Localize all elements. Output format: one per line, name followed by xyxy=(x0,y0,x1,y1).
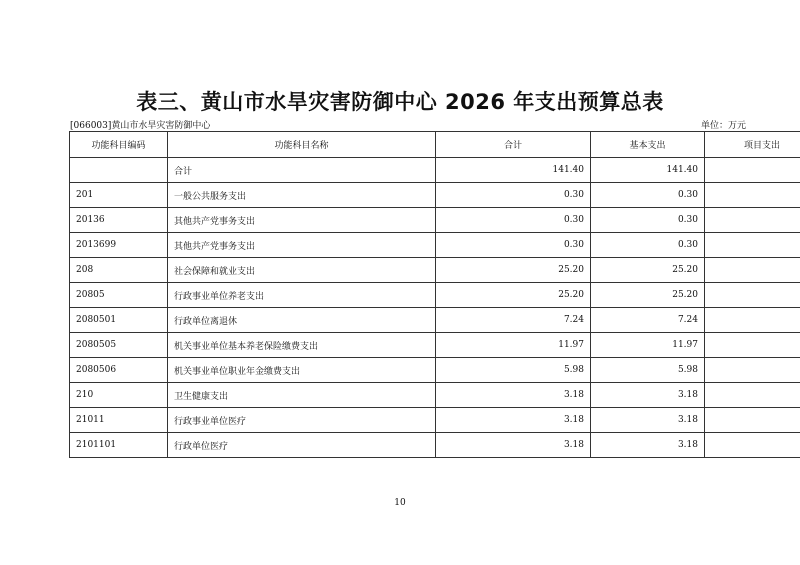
unit-label: 单位：万元 xyxy=(700,121,746,131)
cell-project xyxy=(705,233,800,258)
table-row xyxy=(70,408,800,433)
table-row xyxy=(70,308,800,333)
table-row xyxy=(70,283,800,308)
cell-project xyxy=(705,283,800,308)
cell-name: 一般公共服务支出 xyxy=(168,183,436,208)
cell-name: 行政事业单位养老支出 xyxy=(168,283,436,308)
cell-project xyxy=(705,408,800,433)
cell-total: 3.18 xyxy=(436,408,591,433)
table-row xyxy=(70,258,800,283)
cell-total: 5.98 xyxy=(436,358,591,383)
header-basic: 基本支出 xyxy=(591,132,705,158)
cell-code: 20136 xyxy=(70,208,168,233)
header-name: 功能科目名称 xyxy=(168,132,436,158)
table-row xyxy=(70,333,800,358)
page-title: 表三、黄山市水旱灾害防御中心 2026 年支出预算总表 xyxy=(136,90,664,114)
meta-row xyxy=(70,118,746,131)
cell-project xyxy=(705,358,800,383)
cell-code: 2013699 xyxy=(70,233,168,258)
cell-project xyxy=(705,333,800,358)
cell-name: 行政单位医疗 xyxy=(168,433,436,458)
cell-project xyxy=(705,258,800,283)
cell-code: 208 xyxy=(70,258,168,283)
cell-code: 2101101 xyxy=(70,433,168,458)
cell-name: 机关事业单位基本养老保险缴费支出 xyxy=(168,333,436,358)
cell-total: 25.20 xyxy=(436,283,591,308)
cell-basic: 141.40 xyxy=(591,158,705,183)
cell-name: 行政单位离退休 xyxy=(168,308,436,333)
cell-project xyxy=(705,183,800,208)
page-number: 10 xyxy=(394,498,406,508)
cell-basic: 11.97 xyxy=(591,333,705,358)
cell-code: 20805 xyxy=(70,283,168,308)
header-total: 合计 xyxy=(436,132,591,158)
cell-project xyxy=(705,433,800,458)
cell-basic: 25.20 xyxy=(591,283,705,308)
unit-code: [066003]黄山市水旱灾害防御中心 xyxy=(70,121,211,131)
cell-total: 25.20 xyxy=(436,258,591,283)
cell-project xyxy=(705,208,800,233)
cell-code: 2080505 xyxy=(70,333,168,358)
cell-basic: 5.98 xyxy=(591,358,705,383)
cell-total: 0.30 xyxy=(436,208,591,233)
cell-basic: 25.20 xyxy=(591,258,705,283)
cell-total: 0.30 xyxy=(436,183,591,208)
cell-basic: 3.18 xyxy=(591,383,705,408)
cell-project xyxy=(705,383,800,408)
table-row xyxy=(70,158,800,183)
cell-total: 3.18 xyxy=(436,433,591,458)
table-row xyxy=(70,233,800,258)
cell-code: 201 xyxy=(70,183,168,208)
header-project: 项目支出 xyxy=(705,132,800,158)
cell-basic: 7.24 xyxy=(591,308,705,333)
budget-table xyxy=(69,131,800,458)
cell-total: 7.24 xyxy=(436,308,591,333)
table-row xyxy=(70,383,800,408)
table-row xyxy=(70,433,800,458)
table-row xyxy=(70,208,800,233)
cell-code: 2080501 xyxy=(70,308,168,333)
cell-project xyxy=(705,158,800,183)
cell-name: 行政事业单位医疗 xyxy=(168,408,436,433)
cell-basic: 0.30 xyxy=(591,208,705,233)
cell-code: 21011 xyxy=(70,408,168,433)
cell-project xyxy=(705,308,800,333)
cell-total: 0.30 xyxy=(436,233,591,258)
header-code: 功能科目编码 xyxy=(70,132,168,158)
cell-name: 机关事业单位职业年金缴费支出 xyxy=(168,358,436,383)
cell-code: 2080506 xyxy=(70,358,168,383)
cell-total: 11.97 xyxy=(436,333,591,358)
cell-basic: 0.30 xyxy=(591,183,705,208)
cell-code: 210 xyxy=(70,383,168,408)
cell-basic: 3.18 xyxy=(591,408,705,433)
cell-basic: 3.18 xyxy=(591,433,705,458)
cell-total: 3.18 xyxy=(436,383,591,408)
cell-total: 141.40 xyxy=(436,158,591,183)
cell-code xyxy=(70,158,168,183)
cell-name: 合计 xyxy=(168,158,436,183)
cell-name: 社会保障和就业支出 xyxy=(168,258,436,283)
cell-basic: 0.30 xyxy=(591,233,705,258)
table-row xyxy=(70,358,800,383)
cell-name: 其他共产党事务支出 xyxy=(168,208,436,233)
cell-name: 卫生健康支出 xyxy=(168,383,436,408)
cell-name: 其他共产党事务支出 xyxy=(168,233,436,258)
table-row xyxy=(70,183,800,208)
table-header-row xyxy=(70,132,800,158)
